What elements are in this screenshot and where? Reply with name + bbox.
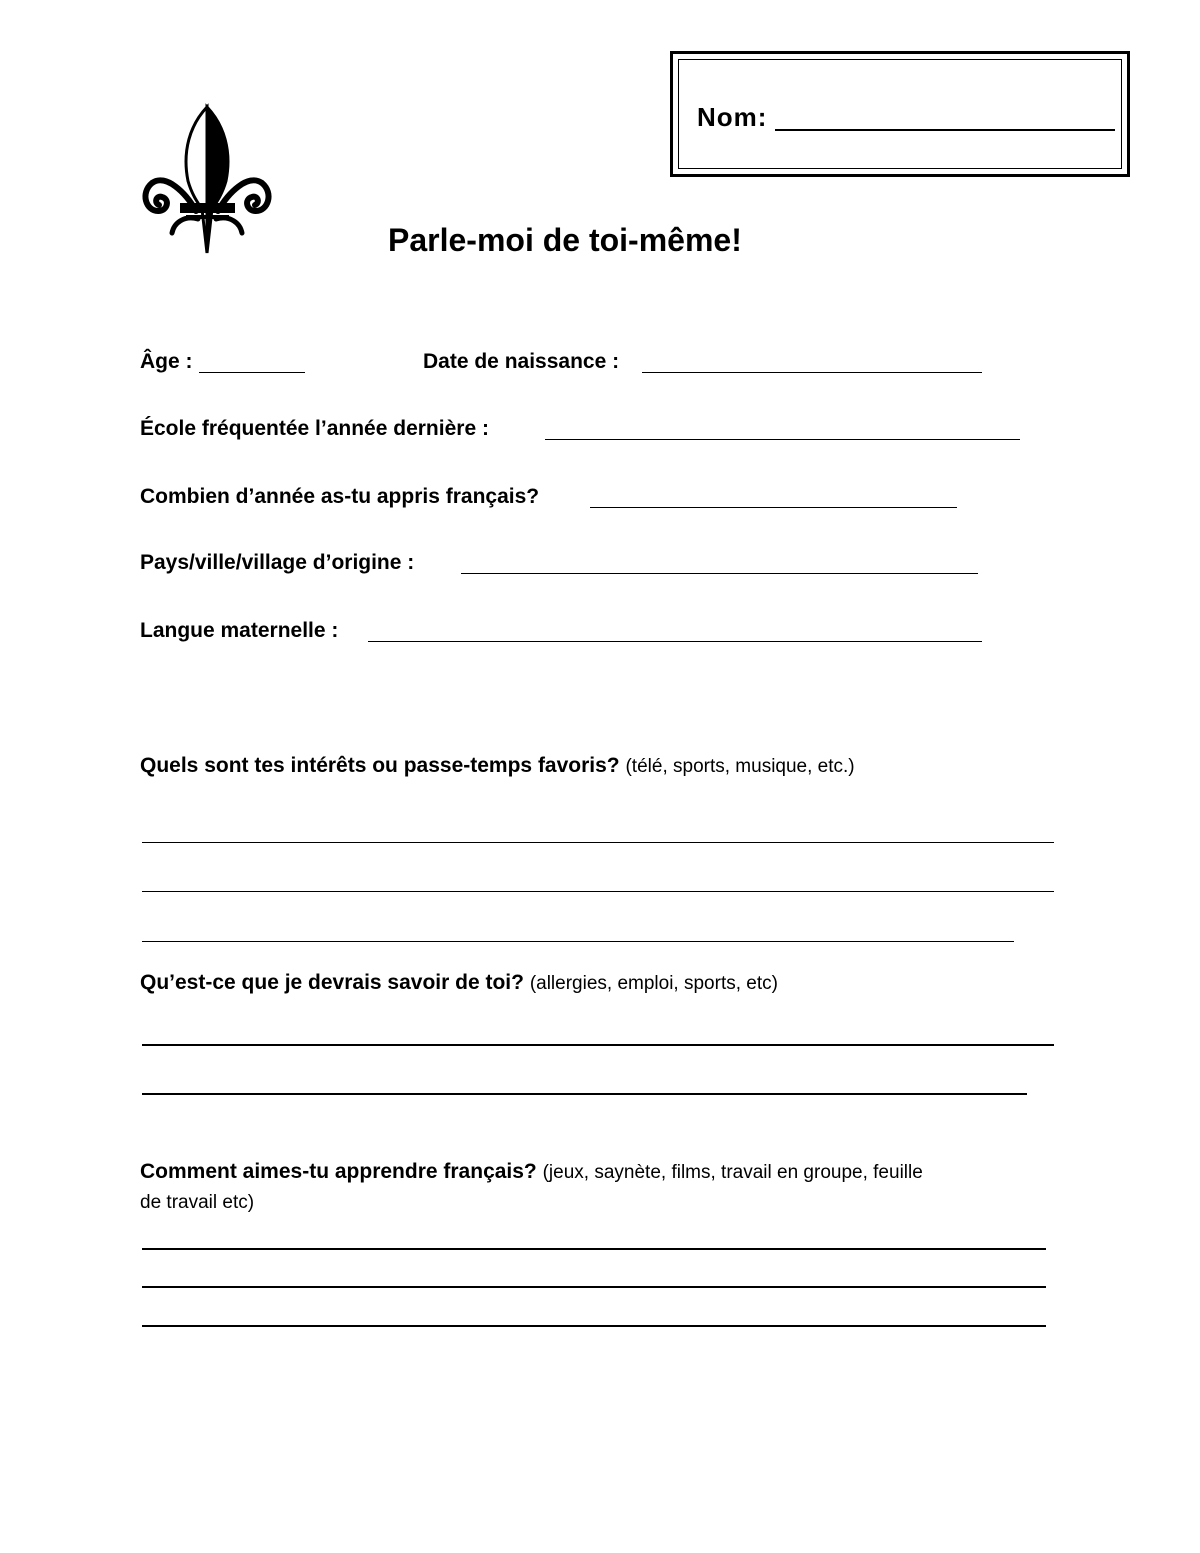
origin-label: Pays/ville/village d’origine : [140, 551, 415, 574]
interests-blank-1[interactable] [142, 842, 1054, 843]
know-about-label: Qu’est-ce que je devrais savoir de toi? [140, 971, 524, 994]
origin-blank[interactable] [461, 573, 978, 574]
age-label: Âge : [140, 350, 193, 373]
learn-hint-continued: de travail etc) [140, 1192, 255, 1213]
age-blank[interactable] [199, 372, 305, 373]
interests-hint: (télé, sports, musique, etc.) [625, 756, 855, 777]
learn-question [140, 1160, 923, 1184]
interests-question [140, 754, 855, 778]
learn-blank-1[interactable] [142, 1248, 1046, 1250]
birth-date-blank[interactable] [642, 372, 982, 373]
birth-date-label: Date de naissance : [423, 350, 620, 373]
mother-tongue-label: Langue maternelle : [140, 619, 339, 642]
years-french-label: Combien d’année as-tu appris français? [140, 485, 540, 508]
school-label: École fréquentée l’année dernière : [140, 417, 489, 440]
know-about-question [140, 971, 778, 995]
fleur-de-lis-icon [140, 103, 275, 255]
school-blank[interactable] [545, 439, 1020, 440]
name-box-inner-border [678, 59, 1122, 169]
mother-tongue-blank[interactable] [368, 641, 982, 642]
learn-hint: (jeux, saynète, films, travail en groupe, feuille [542, 1162, 923, 1183]
page-title: Parle-moi de toi-même! [388, 222, 742, 258]
interests-blank-2[interactable] [142, 891, 1054, 892]
name-box [670, 51, 1130, 177]
know-about-blank-1[interactable] [142, 1044, 1054, 1046]
name-blank[interactable] [775, 129, 1115, 131]
years-french-blank[interactable] [590, 507, 957, 508]
name-label: Nom: [697, 102, 768, 132]
know-about-hint: (allergies, emploi, sports, etc) [529, 973, 778, 994]
interests-blank-3[interactable] [142, 941, 1014, 942]
learn-blank-2[interactable] [142, 1286, 1046, 1288]
learn-blank-3[interactable] [142, 1325, 1046, 1327]
learn-label: Comment aimes-tu apprendre français? [140, 1160, 537, 1183]
interests-label: Quels sont tes intérêts ou passe-temps favoris? [140, 754, 620, 777]
know-about-blank-2[interactable] [142, 1093, 1027, 1095]
